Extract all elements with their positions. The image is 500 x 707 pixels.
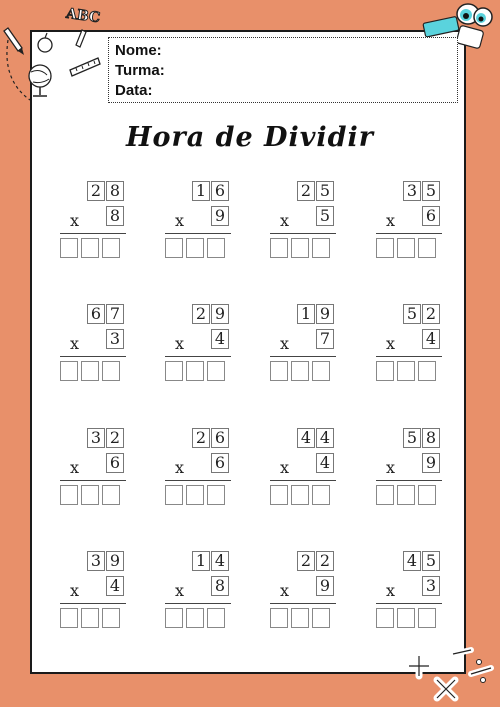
answer-box[interactable] [81,485,99,505]
problem-1 [60,181,130,261]
multiplicand-digit: 2 [316,551,334,571]
multiplier-digit: 9 [316,576,334,596]
problem-4 [376,181,446,261]
answer-line [165,356,231,357]
multiplicand-digit: 6 [211,181,229,201]
answer-line [270,233,336,234]
multiplicand-digit: 4 [297,428,315,448]
multiply-sign: x [70,458,80,477]
answer-box[interactable] [270,361,288,381]
multiplicand-digit: 2 [87,181,105,201]
answer-box[interactable] [60,608,78,628]
answer-line [60,480,126,481]
answer-box[interactable] [270,608,288,628]
answer-box[interactable] [81,361,99,381]
multiplicand-digit: 4 [211,551,229,571]
multiplicand-digit: 4 [403,551,421,571]
answer-box[interactable] [81,608,99,628]
problem-16 [376,551,446,631]
answer-box[interactable] [186,485,204,505]
multiplier-digit: 4 [316,453,334,473]
answer-box[interactable] [418,485,436,505]
answer-line [270,603,336,604]
answer-box[interactable] [397,608,415,628]
problem-2 [165,181,235,261]
answer-line [376,480,442,481]
multiplier-digit: 9 [211,206,229,226]
answer-line [376,233,442,234]
answer-line [165,480,231,481]
minus-icon [453,650,471,654]
multiplicand-digit: 5 [403,428,421,448]
pencil-icon [4,28,24,55]
answer-box[interactable] [207,361,225,381]
answer-box[interactable] [165,485,183,505]
multiply-sign: x [386,458,396,477]
multiplicand-digit: 4 [316,428,334,448]
multiply-sign: x [280,458,290,477]
multiplicand-digit: 2 [106,428,124,448]
problem-12 [376,428,446,508]
multiplicand-digit: 2 [422,304,440,324]
answer-box[interactable] [312,238,330,258]
multiply-sign: x [386,334,396,353]
answer-line [60,603,126,604]
answer-box[interactable] [207,485,225,505]
answer-box[interactable] [60,361,78,381]
multiplicand-digit: 2 [192,428,210,448]
answer-box[interactable] [207,238,225,258]
multiplier-digit: 4 [422,329,440,349]
answer-box[interactable] [102,238,120,258]
abc-doodle: ABC [65,5,102,27]
problem-11 [270,428,340,508]
answer-box[interactable] [291,485,309,505]
apple-icon [38,33,52,52]
multiplicand-digit: 3 [87,428,105,448]
globe-icon [29,65,51,96]
multiplicand-digit: 5 [403,304,421,324]
answer-box[interactable] [397,238,415,258]
worksheet-title: Hora de Dividir [125,122,375,153]
problem-5 [60,304,130,384]
answer-line [270,480,336,481]
answer-box[interactable] [186,361,204,381]
multiplicand-digit: 2 [297,551,315,571]
plus-icon [409,656,429,676]
problem-8 [376,304,446,384]
multiplier-digit: 6 [211,453,229,473]
class-label: Turma: [115,62,165,79]
answer-box[interactable] [186,238,204,258]
multiplicand-digit: 5 [422,551,440,571]
multiplier-digit: 3 [106,329,124,349]
multiply-sign: x [175,581,185,600]
name-label: Nome: [115,42,162,59]
answer-box[interactable] [270,485,288,505]
answer-box[interactable] [376,485,394,505]
answer-line [376,356,442,357]
multiplicand-digit: 5 [422,181,440,201]
answer-line [60,356,126,357]
answer-box[interactable] [418,361,436,381]
divide-icon [471,660,491,683]
answer-box[interactable] [376,238,394,258]
answer-box[interactable] [312,608,330,628]
date-label: Data: [115,82,153,99]
multiplicand-digit: 7 [106,304,124,324]
times-icon [437,680,455,698]
answer-box[interactable] [60,238,78,258]
problem-15 [270,551,340,631]
multiplicand-digit: 1 [192,181,210,201]
multiplier-digit: 9 [422,453,440,473]
answer-box[interactable] [291,238,309,258]
answer-box[interactable] [165,238,183,258]
multiply-sign: x [70,211,80,230]
multiplier-digit: 3 [422,576,440,596]
answer-line [165,603,231,604]
multiply-sign: x [280,334,290,353]
answer-box[interactable] [270,238,288,258]
multiplicand-digit: 3 [87,551,105,571]
answer-box[interactable] [291,361,309,381]
answer-line [270,356,336,357]
answer-box[interactable] [397,361,415,381]
multiply-sign: x [280,581,290,600]
multiplicand-digit: 3 [403,181,421,201]
answer-box[interactable] [102,361,120,381]
multiply-sign: x [70,581,80,600]
answer-box[interactable] [397,485,415,505]
multiplicand-digit: 9 [106,551,124,571]
multiplier-digit: 7 [316,329,334,349]
multiplier-digit: 4 [106,576,124,596]
answer-box[interactable] [291,608,309,628]
answer-box[interactable] [418,238,436,258]
multiplier-digit: 8 [106,206,124,226]
multiply-sign: x [70,334,80,353]
multiplicand-digit: 6 [87,304,105,324]
multiplier-digit: 6 [422,206,440,226]
eyes-icon [457,4,492,26]
problem-7 [270,304,340,384]
answer-line [376,603,442,604]
multiplier-digit: 6 [106,453,124,473]
answer-box[interactable] [418,608,436,628]
student-info-box [108,37,458,103]
answer-box[interactable] [186,608,204,628]
multiplicand-digit: 2 [297,181,315,201]
multiply-sign: x [175,211,185,230]
multiply-sign: x [386,211,396,230]
multiplicand-digit: 6 [211,428,229,448]
answer-box[interactable] [312,485,330,505]
answer-box[interactable] [207,608,225,628]
answer-line [165,233,231,234]
multiplicand-digit: 1 [192,551,210,571]
problem-13 [60,551,130,631]
multiplicand-digit: 9 [316,304,334,324]
answer-box[interactable] [102,485,120,505]
multiply-sign: x [175,334,185,353]
multiplicand-digit: 8 [106,181,124,201]
answer-box[interactable] [102,608,120,628]
multiplier-digit: 4 [211,329,229,349]
answer-box[interactable] [312,361,330,381]
multiplicand-digit: 2 [192,304,210,324]
problem-14 [165,551,235,631]
ruler-icon [70,30,100,76]
answer-box[interactable] [376,361,394,381]
answer-box[interactable] [81,238,99,258]
multiply-sign: x [175,458,185,477]
multiplicand-digit: 9 [211,304,229,324]
problem-3 [270,181,340,261]
problem-9 [60,428,130,508]
multiplicand-digit: 8 [422,428,440,448]
answer-line [60,233,126,234]
answer-box[interactable] [60,485,78,505]
answer-box[interactable] [165,608,183,628]
multiply-sign: x [386,581,396,600]
math-symbols-bottom-right [395,640,500,707]
multiplier-digit: 8 [211,576,229,596]
multiplier-digit: 5 [316,206,334,226]
multiplicand-digit: 1 [297,304,315,324]
problem-6 [165,304,235,384]
answer-box[interactable] [376,608,394,628]
multiplicand-digit: 5 [316,181,334,201]
problem-10 [165,428,235,508]
answer-box[interactable] [165,361,183,381]
multiply-sign: x [280,211,290,230]
